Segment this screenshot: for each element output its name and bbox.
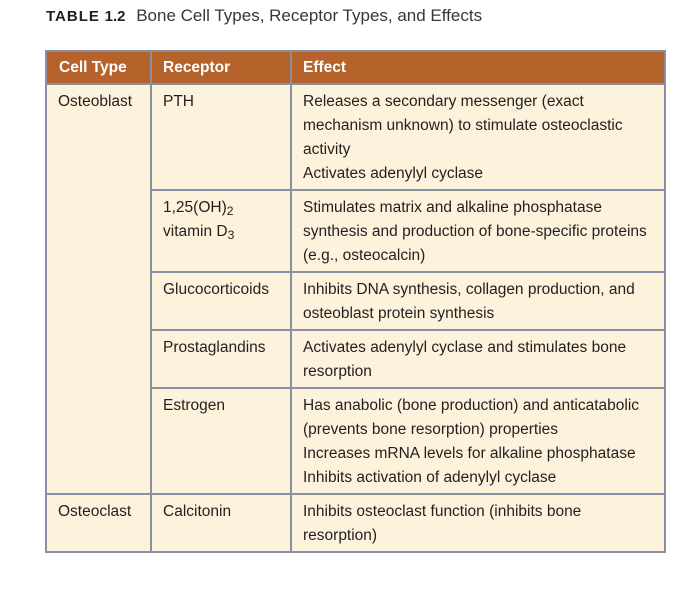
header-receptor: Receptor (151, 51, 291, 84)
effect-line: Stimulates matrix and alkaline phosphatase synthesis and production of bone-specific proteins (e.g., osteocalcin) (303, 199, 647, 264)
receptor-cell: Estrogen (151, 388, 291, 494)
header-effect: Effect (291, 51, 665, 84)
effect-line: Inhibits activation of adenylyl cyclase (303, 469, 557, 486)
receptor-cell (151, 190, 291, 272)
effect-line: Has anabolic (bone production) and anticatabolic (prevents bone resorption) properties (303, 397, 640, 438)
effect-line: Increases mRNA levels for alkaline phosphatase (303, 445, 636, 462)
receptor-cell: PTH (151, 84, 291, 190)
table-number: 1.2 (104, 8, 126, 25)
effect-cell (291, 388, 665, 494)
receptor-subscript: 3 (227, 228, 235, 243)
table-row (46, 84, 665, 190)
table-title: Bone Cell Types, Receptor Types, and Effects (136, 6, 483, 25)
header-row (46, 51, 665, 84)
table-caption (46, 4, 482, 29)
receptor-cell: Glucocorticoids (151, 272, 291, 330)
effect-cell (291, 272, 665, 330)
effect-cell (291, 330, 665, 388)
header-cell-type: Cell Type (46, 51, 151, 84)
bone-cell-table (45, 50, 666, 553)
receptor-name-part: vitamin D (163, 223, 228, 240)
receptor-subscript: 2 (226, 204, 234, 219)
cell-type-osteoblast: Osteoblast (46, 84, 151, 494)
receptor-cell: Calcitonin (151, 494, 291, 552)
cell-type-osteoclast: Osteoclast (46, 494, 151, 552)
effect-line: Activates adenylyl cyclase and stimulates bone resorption (303, 339, 627, 380)
effect-line: Inhibits osteoclast function (inhibits bone resorption) (303, 503, 582, 544)
effect-cell (291, 494, 665, 552)
effect-cell (291, 84, 665, 190)
effect-line: Activates adenylyl cyclase (303, 165, 484, 182)
effect-line: Releases a secondary messenger (exact mechanism unknown) to stimulate osteoclastic activity (303, 93, 623, 158)
receptor-cell: Prostaglandins (151, 330, 291, 388)
receptor-name-part: 1,25(OH) (163, 199, 227, 216)
effect-line: Inhibits DNA synthesis, collagen production, and osteoblast protein synthesis (303, 281, 635, 322)
table-label: TABLE (46, 8, 100, 25)
table-row (46, 494, 665, 552)
effect-cell (291, 190, 665, 272)
